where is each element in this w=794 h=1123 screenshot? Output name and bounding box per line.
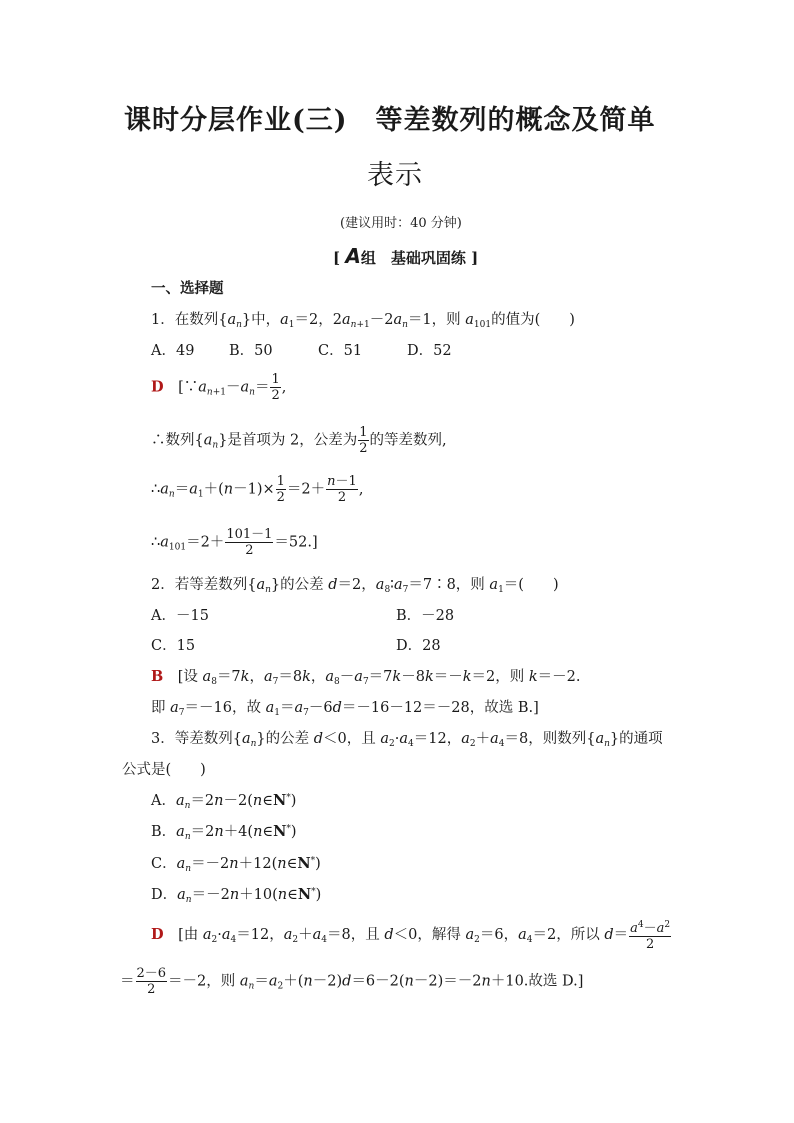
page-title-line2: 表示 — [367, 160, 423, 191]
time-note: (建议用时：40 分钟) — [340, 216, 462, 231]
q2-option-c: C．15 — [151, 638, 196, 654]
question-2: 2．若等差数列$\{a_n\}$的公差 d＝2，$a_8∶a_7=7∶8$，则 $a_1=$( ) — [151, 577, 559, 595]
group-label — [333, 244, 478, 268]
q2-solution-line2: 即 $a_7=-16$，故 $a_1=a_7-6d=-16-12=-28$，故选 B.] — [151, 700, 539, 718]
q3-option-c-label: C． — [151, 856, 177, 872]
q3-solution-line1: D [由 $a_2\cdot a_4=12$，$a_2+a_4=8$，且 d＜0，解得 $a_2=6$，$a_4=2$，所以 d＝ $\frac{a^4-a^2}{2}$ — [151, 920, 671, 952]
q3-option-a: A．$a_n=2n-2(n\in N^*)$ — [151, 792, 297, 811]
q2-option-b: B．－28 — [396, 608, 455, 624]
q1-option-a: A．49 — [151, 343, 195, 359]
q3-option-c: C．$a_n=-2n+12(n\in N^*)$ — [151, 855, 321, 874]
q3-answer: D — [151, 926, 164, 943]
group-letter: A — [345, 244, 361, 268]
q3-solution-line2: ＝ $\frac{2-6}{2}$ ＝－2，则 $a_n=a_2+(n-2)d=6-2(n-2)=-2n+10$.故选 D.] — [120, 966, 584, 997]
group-bracket-close: ] — [471, 249, 479, 267]
section-heading: 一、选择题 — [151, 280, 224, 297]
question-3-line1: 3．等差数列$\{a_n\}$的公差 d＜0，且 $a_2\cdot a_4=12$，$a_2+a_4=8$，则数列$\{a_n\}$的通项 — [151, 731, 663, 749]
q1-solution-line2: ∴数列$\{a_n\}$是首项为 2，公差为 $\frac{1}{2}$ 的等差数列, — [151, 425, 447, 456]
q1-option-c: C．51 — [318, 343, 363, 359]
q2-option-a: A．－15 — [151, 608, 209, 624]
group-bracket-open: [ — [333, 249, 341, 267]
question-1: 1．在数列$\{a_n\}$中，$a_1=2$，$2a_{n+1}-2a_n=1$，则 $a_{101}$的值为( ) — [151, 312, 575, 330]
q1-solution-line4: $\therefore a_{101}=2+$ $\frac{101-1}{2}$ ＝52.] — [151, 527, 318, 558]
q3-option-b: B．$a_n=2n+4(n\in N^*)$ — [151, 823, 297, 842]
page-title: 课时分层作业(三) 等差数列的概念及简单 — [124, 105, 656, 136]
q3-option-d-label: D． — [151, 887, 178, 903]
q1-solution-line3: $\therefore a_n=a_1+(n-1)\times$ $\frac{1}{2}$ ＝2＋ $\frac{n-1}{2}$ , — [151, 474, 364, 505]
q1-option-b: B．50 — [229, 343, 273, 359]
group-text: 组 基础巩固练 — [360, 249, 466, 267]
q1-solution-line1: D [$\because a_{n+1}-a_n=$ $\frac{1}{2}$ , — [151, 372, 287, 403]
q3-option-d: D．$a_n=-2n+10(n\in N^*)$ — [151, 886, 322, 905]
q2-solution-line1: B [设 $a_8=7k$，$a_7=8k$，$a_8-a_7=7k-8k=-k=2$，则 k＝－2. — [151, 668, 581, 687]
q3-option-a-label: A． — [151, 793, 176, 809]
q1-answer: D — [151, 378, 164, 396]
q3-option-b-label: B． — [151, 824, 177, 840]
q2-option-d: D．28 — [396, 638, 441, 654]
question-3-line2: 公式是( ) — [122, 762, 206, 778]
q2-answer: B — [151, 668, 164, 685]
q1-option-d: D．52 — [407, 343, 452, 359]
